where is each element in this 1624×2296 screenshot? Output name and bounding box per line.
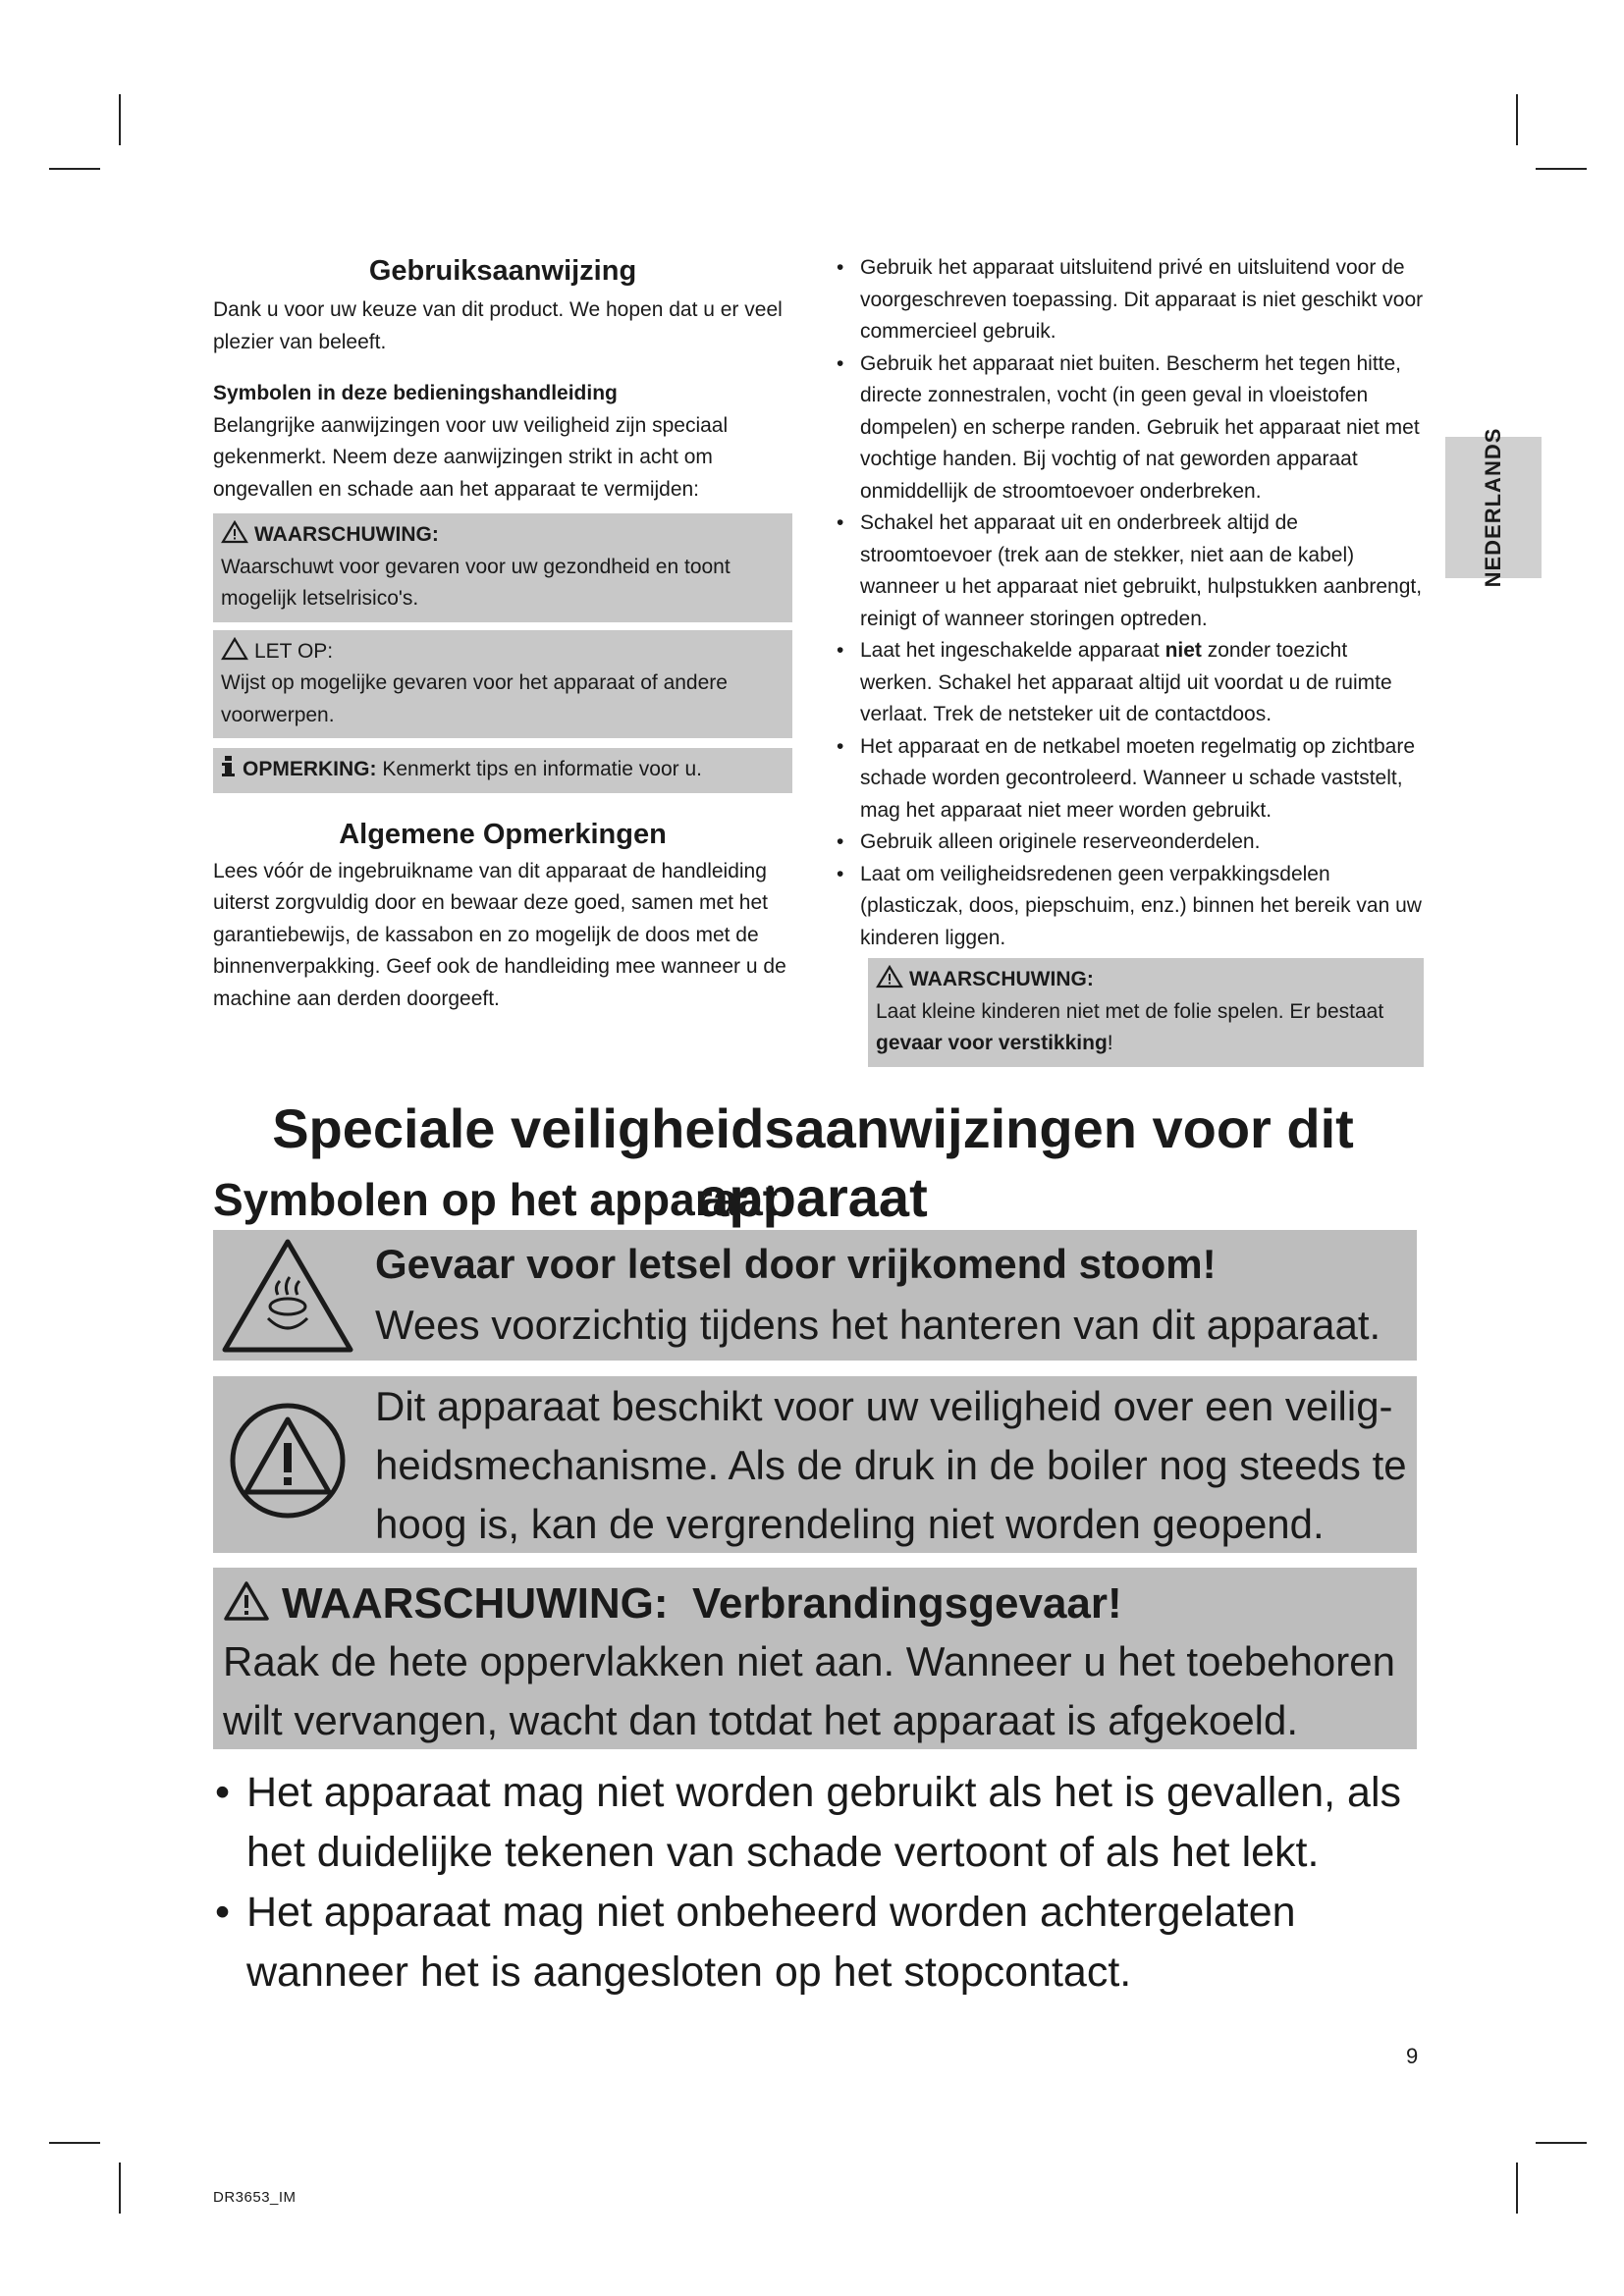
crop-mark: [119, 94, 121, 145]
list-item: • Gebruik alleen originele reserveonderdelen.: [835, 827, 1424, 859]
steam-hazard-icon: [219, 1236, 356, 1356]
burn-warning-heading: [223, 1575, 1122, 1632]
special-safety-title: Speciale veiligheidsaanwijzingen voor dit apparaat: [272, 1097, 1354, 1228]
crop-mark: [119, 2163, 121, 2214]
intro-text: Dank u voor uw keuze van dit product. We hopen dat u er veel plezier van beleeft.: [213, 298, 783, 353]
crop-mark: [1516, 94, 1518, 145]
warning-label: WAARSCHUWING:: [909, 968, 1094, 990]
warning-triangle-icon: [876, 965, 903, 988]
warning-text-end: !: [1107, 1032, 1113, 1054]
steam-hazard-box: [213, 1230, 1417, 1361]
warning-triangle-icon: [221, 520, 248, 544]
warning-text: Waarschuwt voor gevaren voor uw gezondheid en toont mogelijk letselrisico's.: [221, 555, 731, 610]
note-text: Kenmerkt tips en informatie voor u.: [382, 758, 702, 780]
list-item: [835, 635, 1424, 731]
burn-warning-title: WAARSCHUWING: Verbrandingsgevaar!: [282, 1579, 1122, 1628]
crop-mark: [1536, 168, 1587, 170]
warning-heading: [221, 519, 785, 552]
footer-code: DR3653_IM: [213, 2189, 297, 2206]
list-item-bold: niet: [1164, 639, 1202, 662]
crop-mark: [1536, 2142, 1587, 2144]
list-item: • Het apparaat en de netkabel moeten regelmatig op zichtbare schade worden gecontroleerd. Wanneer u schade vaststelt, mag het apparaat niet meer worden gebruikt.: [835, 731, 1424, 828]
list-item: • Het apparaat mag niet worden gebruikt als het is gevallen, als het duidelijke tekenen van schade vertoont of als het lekt.: [213, 1763, 1421, 1883]
steam-hazard-title: Gevaar voor letsel door vrijkomend stoom!: [375, 1241, 1217, 1287]
list-item-text: zonder toezicht werken. Schakel het apparaat altijd uit voordat u de ruimte verlaat. Trek de netsteker uit de contactdoos.: [860, 639, 1392, 725]
note-box: [213, 748, 792, 793]
info-icon: [221, 755, 237, 778]
safety-list: [835, 252, 1424, 954]
safety-lock-line: hoog is, kan de vergrendeling niet worden geopend.: [375, 1501, 1325, 1547]
warning-text: Laat kleine kinderen niet met de folie spelen. Er bestaat: [876, 999, 1384, 1023]
pressure-lock-icon: [227, 1400, 349, 1522]
note-label: OPMERKING:: [243, 758, 377, 780]
right-column: [835, 252, 1424, 1067]
warning-label: WAARSCHUWING:: [254, 523, 439, 546]
manual-title: Gebruiksaanwijzing: [368, 255, 637, 287]
children-warning-box: [868, 958, 1424, 1067]
general-title: Algemene Opmerkingen: [339, 818, 667, 850]
children-warning-heading: [876, 964, 1416, 996]
list-item: • Schakel het apparaat uit en onderbreek altijd de stroomtoevoer (trek aan de stekker, niet aan de kabel) wanneer u het apparaat niet gebruikt, hulpstukken aanbrengt, reinigt of wanneer storingen optreden.: [835, 507, 1424, 635]
steam-hazard-text: Wees voorzichtig tijdens het hanteren van dit apparaat.: [375, 1302, 1381, 1348]
symbols-text: Belangrijke aanwijzingen voor uw veiligheid zijn speciaal gekenmerkt. Neem deze aanwijzingen strikt in acht om ongevallen en schade aan het apparaat te vermijden:: [213, 413, 729, 501]
caution-box: [213, 630, 792, 739]
caution-heading: [221, 636, 785, 668]
safety-lock-line: heidsmechanisme. Als de druk in de boiler nog steeds te: [375, 1442, 1407, 1488]
caution-label: LET OP:: [254, 639, 334, 663]
burn-warning-text: Raak de hete oppervlakken niet aan. Wanneer u het toebehoren wilt vervangen, wacht dan totdat het apparaat is afgekoeld.: [223, 1638, 1395, 1743]
language-label: NEDERLANDS: [1481, 427, 1505, 588]
crop-mark: [49, 168, 100, 170]
crop-mark: [1516, 2163, 1518, 2214]
caution-text: Wijst op mogelijke gevaren voor het apparaat of andere voorwerpen.: [221, 671, 728, 726]
crop-mark: [49, 2142, 100, 2144]
language-side-tab: [1445, 427, 1542, 588]
list-item-text: Laat het ingeschakelde apparaat: [860, 639, 1165, 662]
page-number: 9: [1406, 2044, 1419, 2068]
warning-bold: gevaar voor verstikking: [876, 1032, 1108, 1054]
list-item: • Het apparaat mag niet onbeheerd worden achtergelaten wanneer het is aangesloten op het stopcontact.: [213, 1883, 1421, 2002]
list-item: • Gebruik het apparaat niet buiten. Bescherm het tegen hitte, directe zonnestralen, vocht (in geen geval in vloeistofen dompelen) en scherpe randen. Gebruik het apparaat niet met vochtige handen. Bij vochtig of nat geworden apparaat onmiddellijk de stroomtoevoer onderbreken.: [835, 348, 1424, 508]
list-item: • Gebruik het apparaat uitsluitend privé en uitsluitend voor de voorgeschreven toepassing. Dit apparaat is niet geschikt voor commercieel gebruik.: [835, 252, 1424, 348]
warning-triangle-icon: [223, 1580, 270, 1622]
safety-lock-box: [213, 1376, 1417, 1553]
left-column: [213, 251, 792, 1015]
general-text: Lees vóór de ingebruikname van dit apparaat de handleiding uiterst zorgvuldig door en bewaar deze goed, samen met het garantiebewijs, de kassabon en zo mogelijk de doos met de binnenverpakking. Geef ook de handleiding mee wanneer u de machine aan derden doorgeeft.: [213, 859, 786, 1010]
device-safety-list: [213, 1763, 1421, 2002]
burn-warning-box: [213, 1568, 1417, 1749]
children-warning-text: [876, 996, 1416, 1060]
list-item: • Laat om veiligheidsredenen geen verpakkingsdelen (plasticzak, doos, piepschuim, enz.) binnen het bereik van uw kinderen liggen.: [835, 859, 1424, 955]
symbols-heading: Symbolen in deze bedieningshandleiding: [213, 382, 618, 404]
safety-lock-line: Dit apparaat beschikt voor uw veiligheid over een veilig-: [375, 1383, 1393, 1429]
caution-triangle-icon: [221, 637, 248, 661]
device-symbols-title: Symbolen op het apparaat: [213, 1174, 779, 1225]
warning-box: [213, 513, 792, 622]
